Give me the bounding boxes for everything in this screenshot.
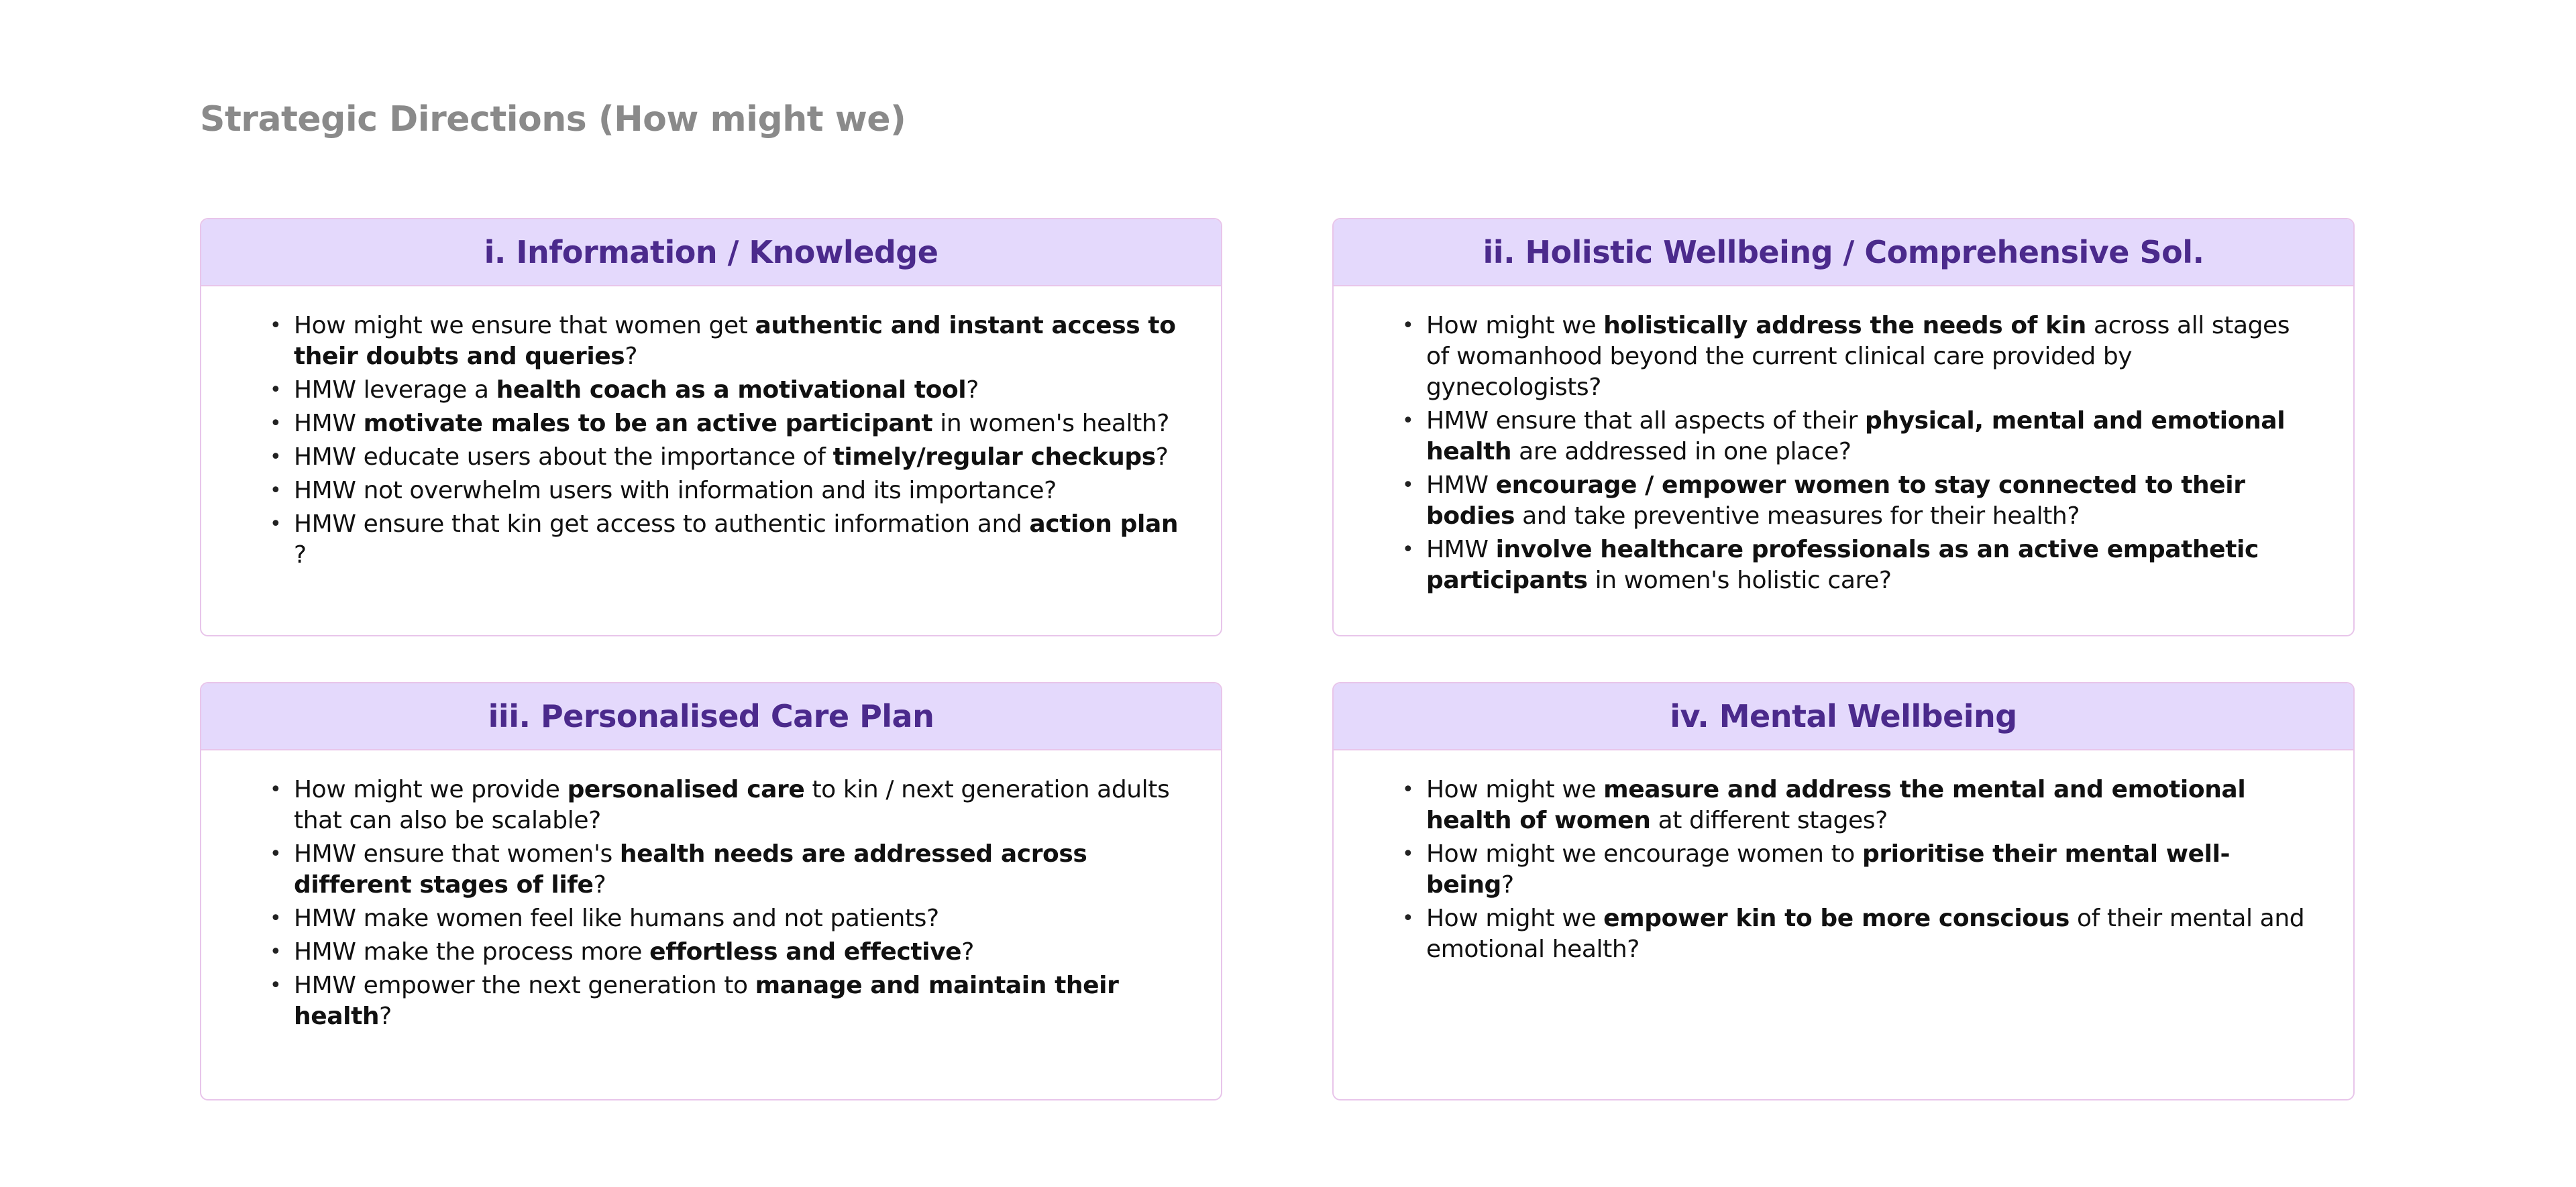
card-header (1334, 219, 2353, 286)
card-header (201, 683, 1221, 750)
list-item (294, 509, 1181, 571)
list-item (294, 903, 1181, 934)
card-holistic-wellbeing (1332, 218, 2355, 636)
list-item (1426, 310, 2313, 403)
item-text: ? (1155, 443, 1169, 471)
item-text: How might we provide (294, 776, 568, 803)
item-text: ? (379, 1003, 392, 1030)
item-text: of their mental and emotional health? (1426, 905, 2305, 963)
item-text: HMW not overwhelm users with information and its importance? (294, 477, 1057, 504)
item-text: HMW make women feel like humans and not patients? (294, 905, 939, 932)
emphasis-text: timely/regular checkups (833, 443, 1156, 471)
emphasis-text: health coach as a motivational tool (496, 376, 967, 404)
item-text: HMW ensure that all aspects of their (1426, 407, 1865, 435)
card-title: ii. Holistic Wellbeing / Comprehensive Sol. (1483, 234, 2204, 270)
list-item (1426, 470, 2313, 532)
item-text: How might we (1426, 776, 1604, 803)
item-text: How might we (1426, 312, 1604, 339)
item-text: HMW make the process more (294, 938, 650, 966)
list-item (294, 475, 1181, 506)
item-text: and take preventive measures for their health? (1515, 502, 2080, 530)
list-item (294, 408, 1181, 439)
emphasis-text: effortless and effective (649, 938, 962, 966)
hmw-list (294, 775, 1181, 1032)
item-text: HMW ensure that kin get access to authentic information and (294, 510, 1030, 538)
item-text: to kin / next generation adults that can also be scalable? (294, 776, 1170, 834)
list-item (294, 839, 1181, 901)
emphasis-text: manage and maintain their health (294, 972, 1119, 1030)
item-text: at different stages? (1650, 807, 1888, 834)
list-item (294, 310, 1181, 372)
list-item (1426, 534, 2313, 596)
list-item (294, 970, 1181, 1032)
page-title: Strategic Directions (How might we) (200, 99, 906, 139)
item-text: in women's health? (932, 410, 1169, 437)
item-text: HMW empower the next generation to (294, 972, 755, 999)
list-item (294, 375, 1181, 406)
emphasis-text: motivate males to be an active participant (363, 410, 933, 437)
card-header (1334, 683, 2353, 750)
item-text: ? (966, 376, 979, 404)
item-text: across all stages of womanhood beyond the current clinical care provided by gynecologists? (1426, 312, 2290, 401)
emphasis-text: encourage / empower women to stay connected to their bodies (1426, 471, 2245, 530)
card-title: iii. Personalised Care Plan (488, 698, 934, 734)
item-text: HMW (1426, 471, 1496, 499)
item-text: HMW (294, 410, 364, 437)
emphasis-text: action plan (1029, 510, 1179, 538)
emphasis-text: health needs are addressed across different stages of life (294, 840, 1087, 899)
list-item (1426, 839, 2313, 901)
emphasis-text: measure and address the mental and emotional health of women (1426, 776, 2246, 834)
item-text: in women's holistic care? (1587, 567, 1892, 594)
item-text: HMW educate users about the importance of (294, 443, 833, 471)
item-text: How might we (1426, 905, 1604, 932)
item-text: are addressed in one place? (1511, 438, 1851, 465)
emphasis-text: involve healthcare professionals as an active empathetic participants (1426, 536, 2259, 594)
item-text: ? (1501, 871, 1514, 899)
item-text: How might we encourage women to (1426, 840, 1862, 868)
item-text: ? (593, 871, 606, 899)
item-text: HMW leverage a (294, 376, 496, 404)
card-information-knowledge (200, 218, 1222, 636)
card-body (201, 750, 1221, 1032)
item-text: ? (294, 541, 307, 569)
item-text: ? (961, 938, 974, 966)
emphasis-text: personalised care (567, 776, 805, 803)
emphasis-text: holistically address the needs of kin (1603, 312, 2086, 339)
hmw-list (294, 310, 1181, 571)
emphasis-text: authentic and instant access to their doubts and queries (294, 312, 1176, 370)
item-text: ? (625, 343, 638, 370)
item-text: HMW ensure that women's (294, 840, 620, 868)
emphasis-text: prioritise their mental well-being (1426, 840, 2231, 899)
list-item (1426, 406, 2313, 467)
list-item (294, 442, 1181, 473)
hmw-list (1426, 310, 2313, 596)
emphasis-text: physical, mental and emotional health (1426, 407, 2286, 465)
emphasis-text: empower kin to be more conscious (1603, 905, 2070, 932)
list-item (1426, 903, 2313, 965)
card-body (201, 286, 1221, 571)
card-mental-wellbeing (1332, 682, 2355, 1100)
card-body (1334, 286, 2353, 596)
item-text: How might we ensure that women get (294, 312, 755, 339)
card-personalised-care-plan (200, 682, 1222, 1100)
card-header (201, 219, 1221, 286)
hmw-list (1426, 775, 2313, 965)
item-text: HMW (1426, 536, 1496, 563)
card-title: iv. Mental Wellbeing (1670, 698, 2017, 734)
list-item (294, 937, 1181, 968)
card-body (1334, 750, 2353, 965)
list-item (1426, 775, 2313, 836)
card-title: i. Information / Knowledge (484, 234, 938, 270)
list-item (294, 775, 1181, 836)
